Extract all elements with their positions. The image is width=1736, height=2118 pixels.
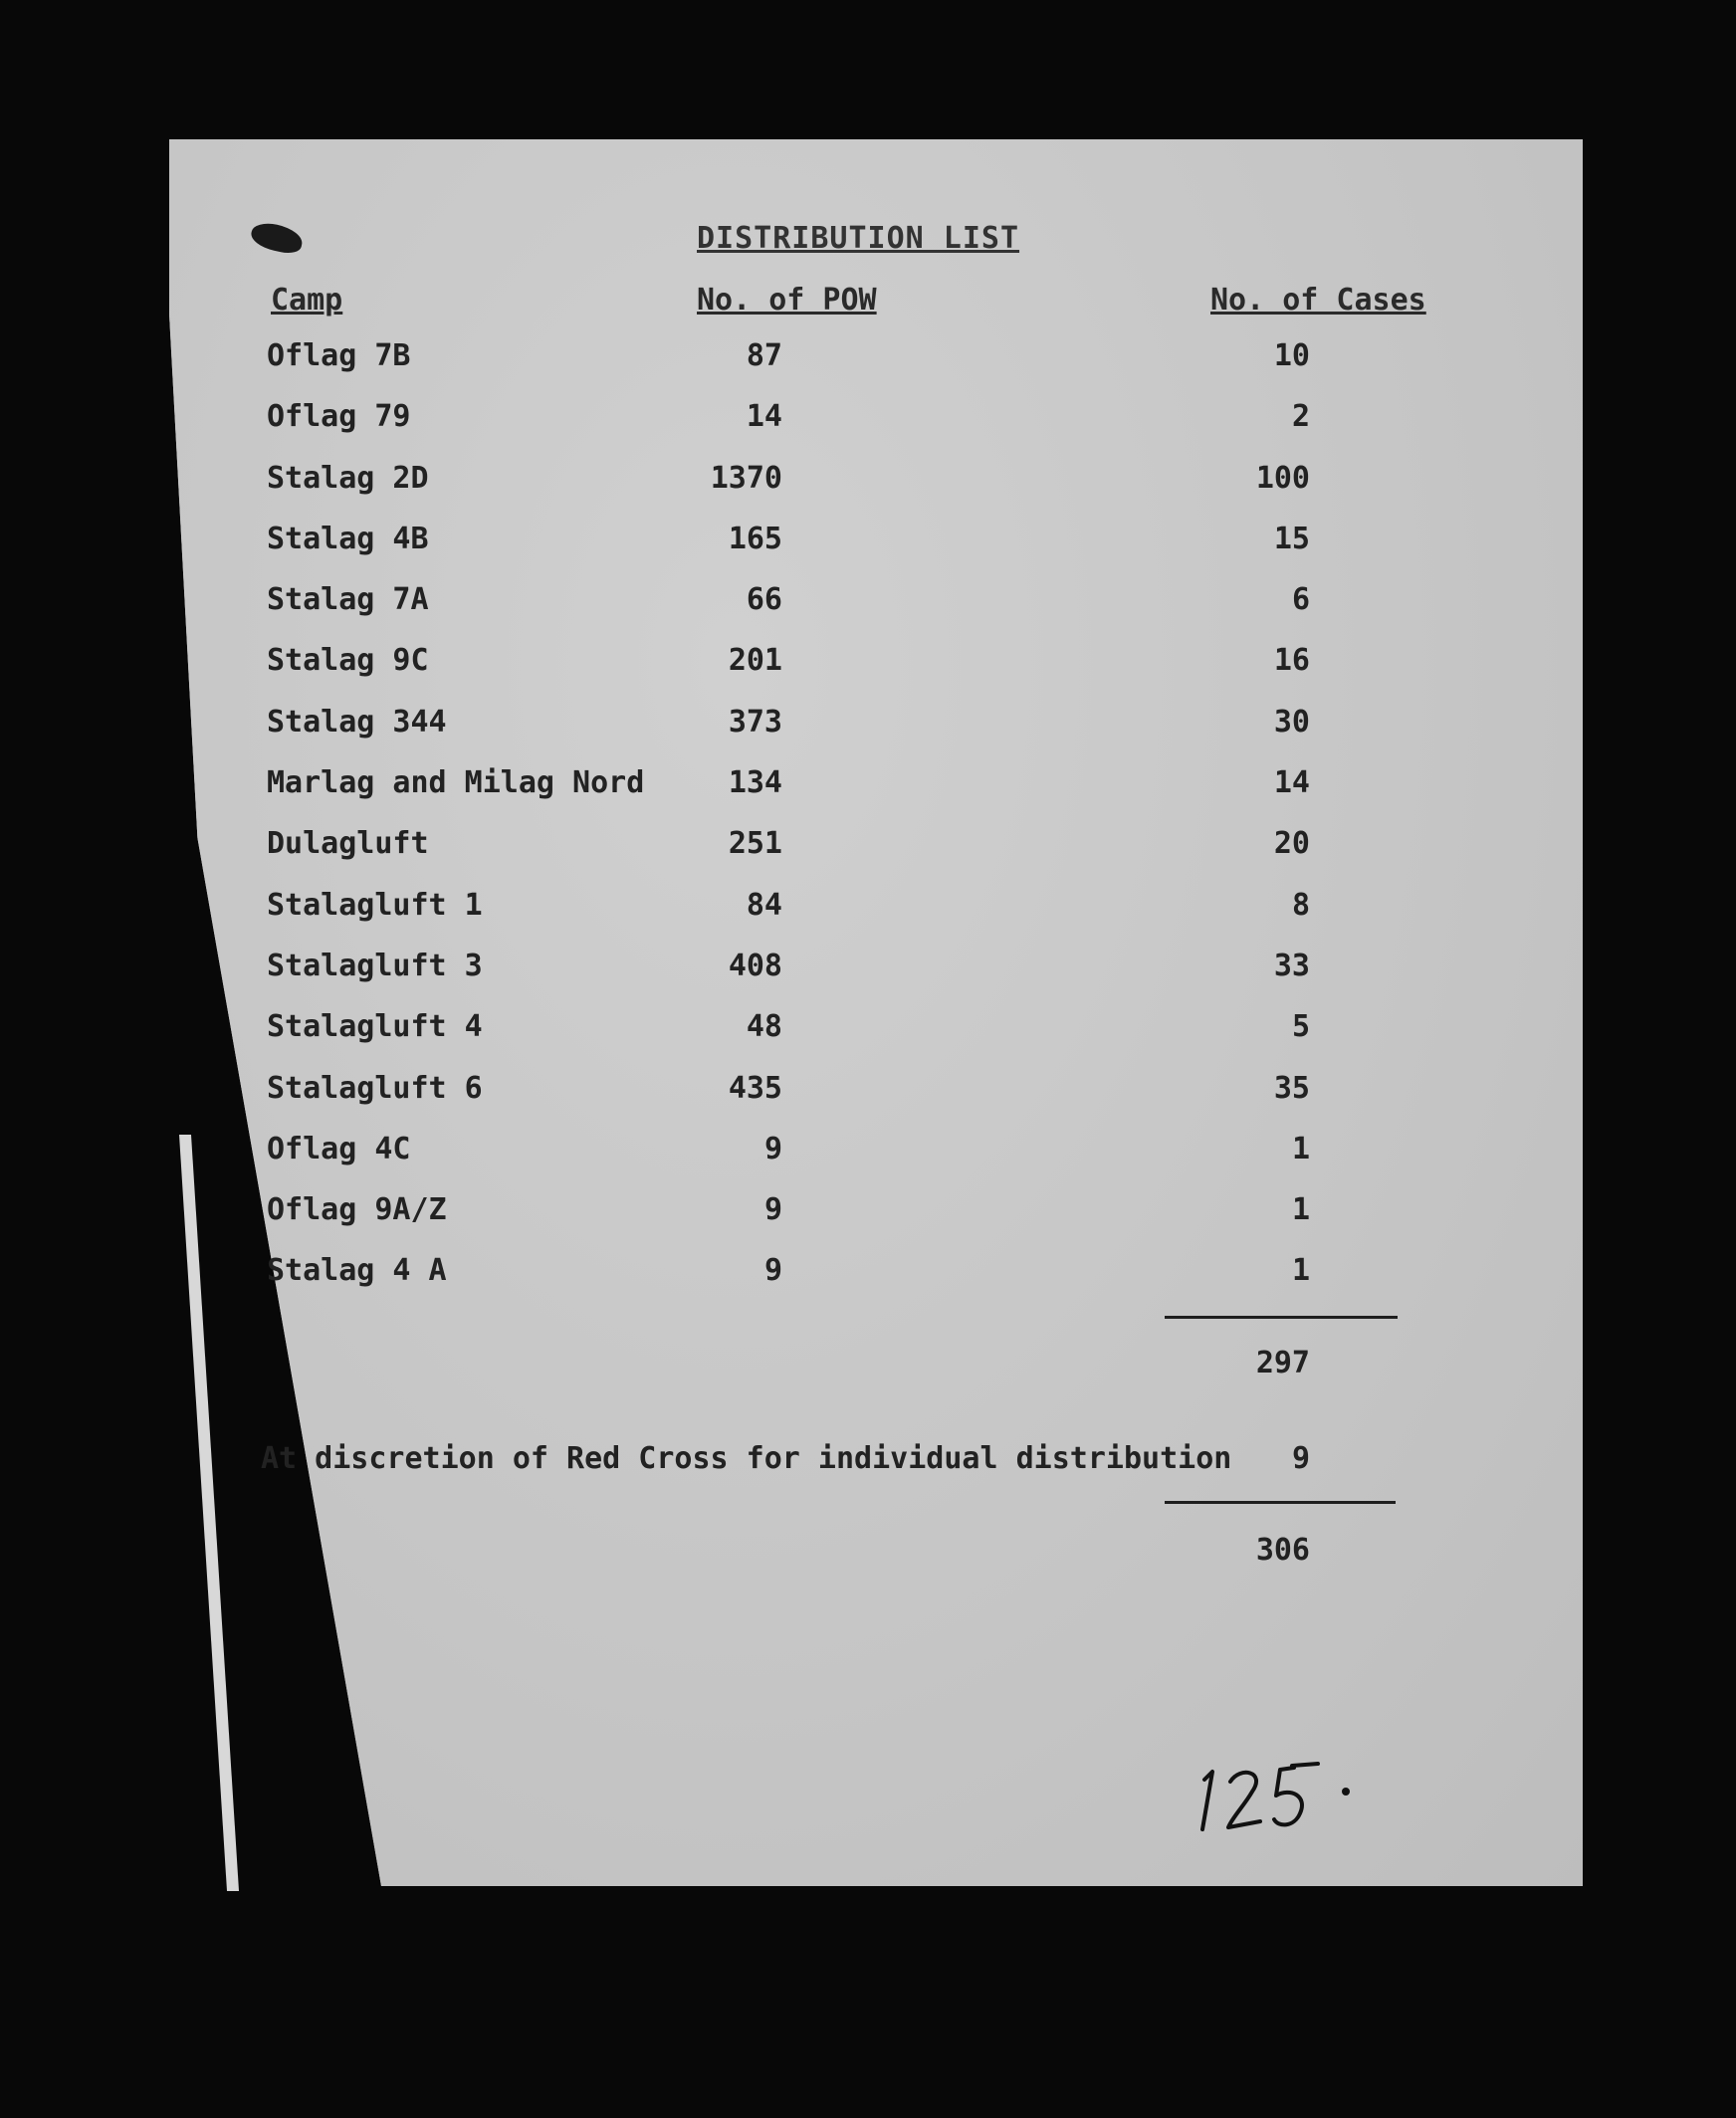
table-row (0, 949, 1736, 1009)
cases-count: 100 (1255, 460, 1310, 496)
cases-count: 30 (1273, 704, 1310, 740)
table-row (0, 826, 1736, 887)
table-row (0, 1009, 1736, 1070)
table-row (0, 1192, 1736, 1253)
pow-count: 1370 (710, 460, 782, 496)
pow-count: 9 (763, 1192, 782, 1228)
pow-count: 48 (746, 1009, 782, 1045)
camp-name: Stalagluft 6 (267, 1070, 483, 1106)
cases-count: 8 (1291, 887, 1310, 923)
camp-name: Stalag 4B (267, 521, 429, 556)
table-row (0, 888, 1736, 949)
camp-name: Oflag 79 (267, 399, 411, 435)
cases-count: 35 (1273, 1070, 1310, 1106)
cases-count: 10 (1273, 338, 1310, 373)
table-row (0, 705, 1736, 765)
table-row (0, 522, 1736, 582)
cases-count: 6 (1291, 582, 1310, 618)
table-row (0, 765, 1736, 826)
cases-count: 14 (1273, 765, 1310, 801)
camp-name: Oflag 7B (267, 338, 411, 373)
table-row (0, 643, 1736, 704)
pow-count: 251 (728, 826, 782, 862)
camp-name: Marlag and Milag Nord (267, 765, 645, 801)
cases-count: 1 (1291, 1192, 1310, 1228)
subtotal-value: 297 (1255, 1346, 1310, 1380)
cases-count: 16 (1273, 643, 1310, 679)
pow-count: 373 (728, 704, 782, 740)
column-header-camp: Camp (271, 283, 343, 318)
distribution-table (0, 338, 1736, 1315)
pow-count: 14 (746, 399, 782, 435)
pow-count: 9 (763, 1131, 782, 1166)
camp-name: Stalagluft 1 (267, 887, 483, 923)
table-row (0, 1071, 1736, 1132)
pow-count: 87 (746, 338, 782, 373)
column-header-cases: No. of Cases (1210, 283, 1426, 318)
subtotal-rule (1165, 1316, 1398, 1319)
cases-count: 1 (1291, 1131, 1310, 1166)
total-value: 306 (1255, 1533, 1310, 1568)
table-row (0, 338, 1736, 399)
camp-name: Stalagluft 3 (267, 948, 483, 983)
table-row (0, 582, 1736, 643)
document-title: DISTRIBUTION LIST (697, 221, 1020, 256)
cases-count: 15 (1273, 521, 1310, 556)
pow-count: 9 (763, 1253, 782, 1289)
discretion-label: At discretion of Red Cross for individual distribution (261, 1441, 1232, 1476)
handwritten-page-number (1194, 1752, 1364, 1841)
table-row (0, 1132, 1736, 1192)
camp-name: Stalag 2D (267, 460, 429, 496)
table-row (0, 399, 1736, 460)
cases-count: 20 (1273, 826, 1310, 862)
total-rule (1165, 1501, 1396, 1504)
pow-count: 134 (728, 765, 782, 801)
column-header-pow: No. of POW (697, 283, 877, 318)
cases-count: 2 (1291, 399, 1310, 435)
cases-count: 33 (1273, 948, 1310, 983)
pow-count: 435 (728, 1070, 782, 1106)
discretion-value: 9 (1291, 1441, 1310, 1476)
camp-name: Oflag 9A/Z (267, 1192, 447, 1228)
camp-name: Stalag 344 (267, 704, 447, 740)
cases-count: 5 (1291, 1009, 1310, 1045)
pow-count: 84 (746, 887, 782, 923)
pow-count: 201 (728, 643, 782, 679)
camp-name: Stalag 4 A (267, 1253, 447, 1289)
pow-count: 66 (746, 582, 782, 618)
camp-name: Stalag 7A (267, 582, 429, 618)
pow-count: 408 (728, 948, 782, 983)
camp-name: Stalagluft 4 (267, 1009, 483, 1045)
cases-count: 1 (1291, 1253, 1310, 1289)
table-row (0, 1253, 1736, 1314)
camp-name: Stalag 9C (267, 643, 429, 679)
table-row (0, 461, 1736, 522)
pow-count: 165 (728, 521, 782, 556)
camp-name: Dulagluft (267, 826, 429, 862)
camp-name: Oflag 4C (267, 1131, 411, 1166)
